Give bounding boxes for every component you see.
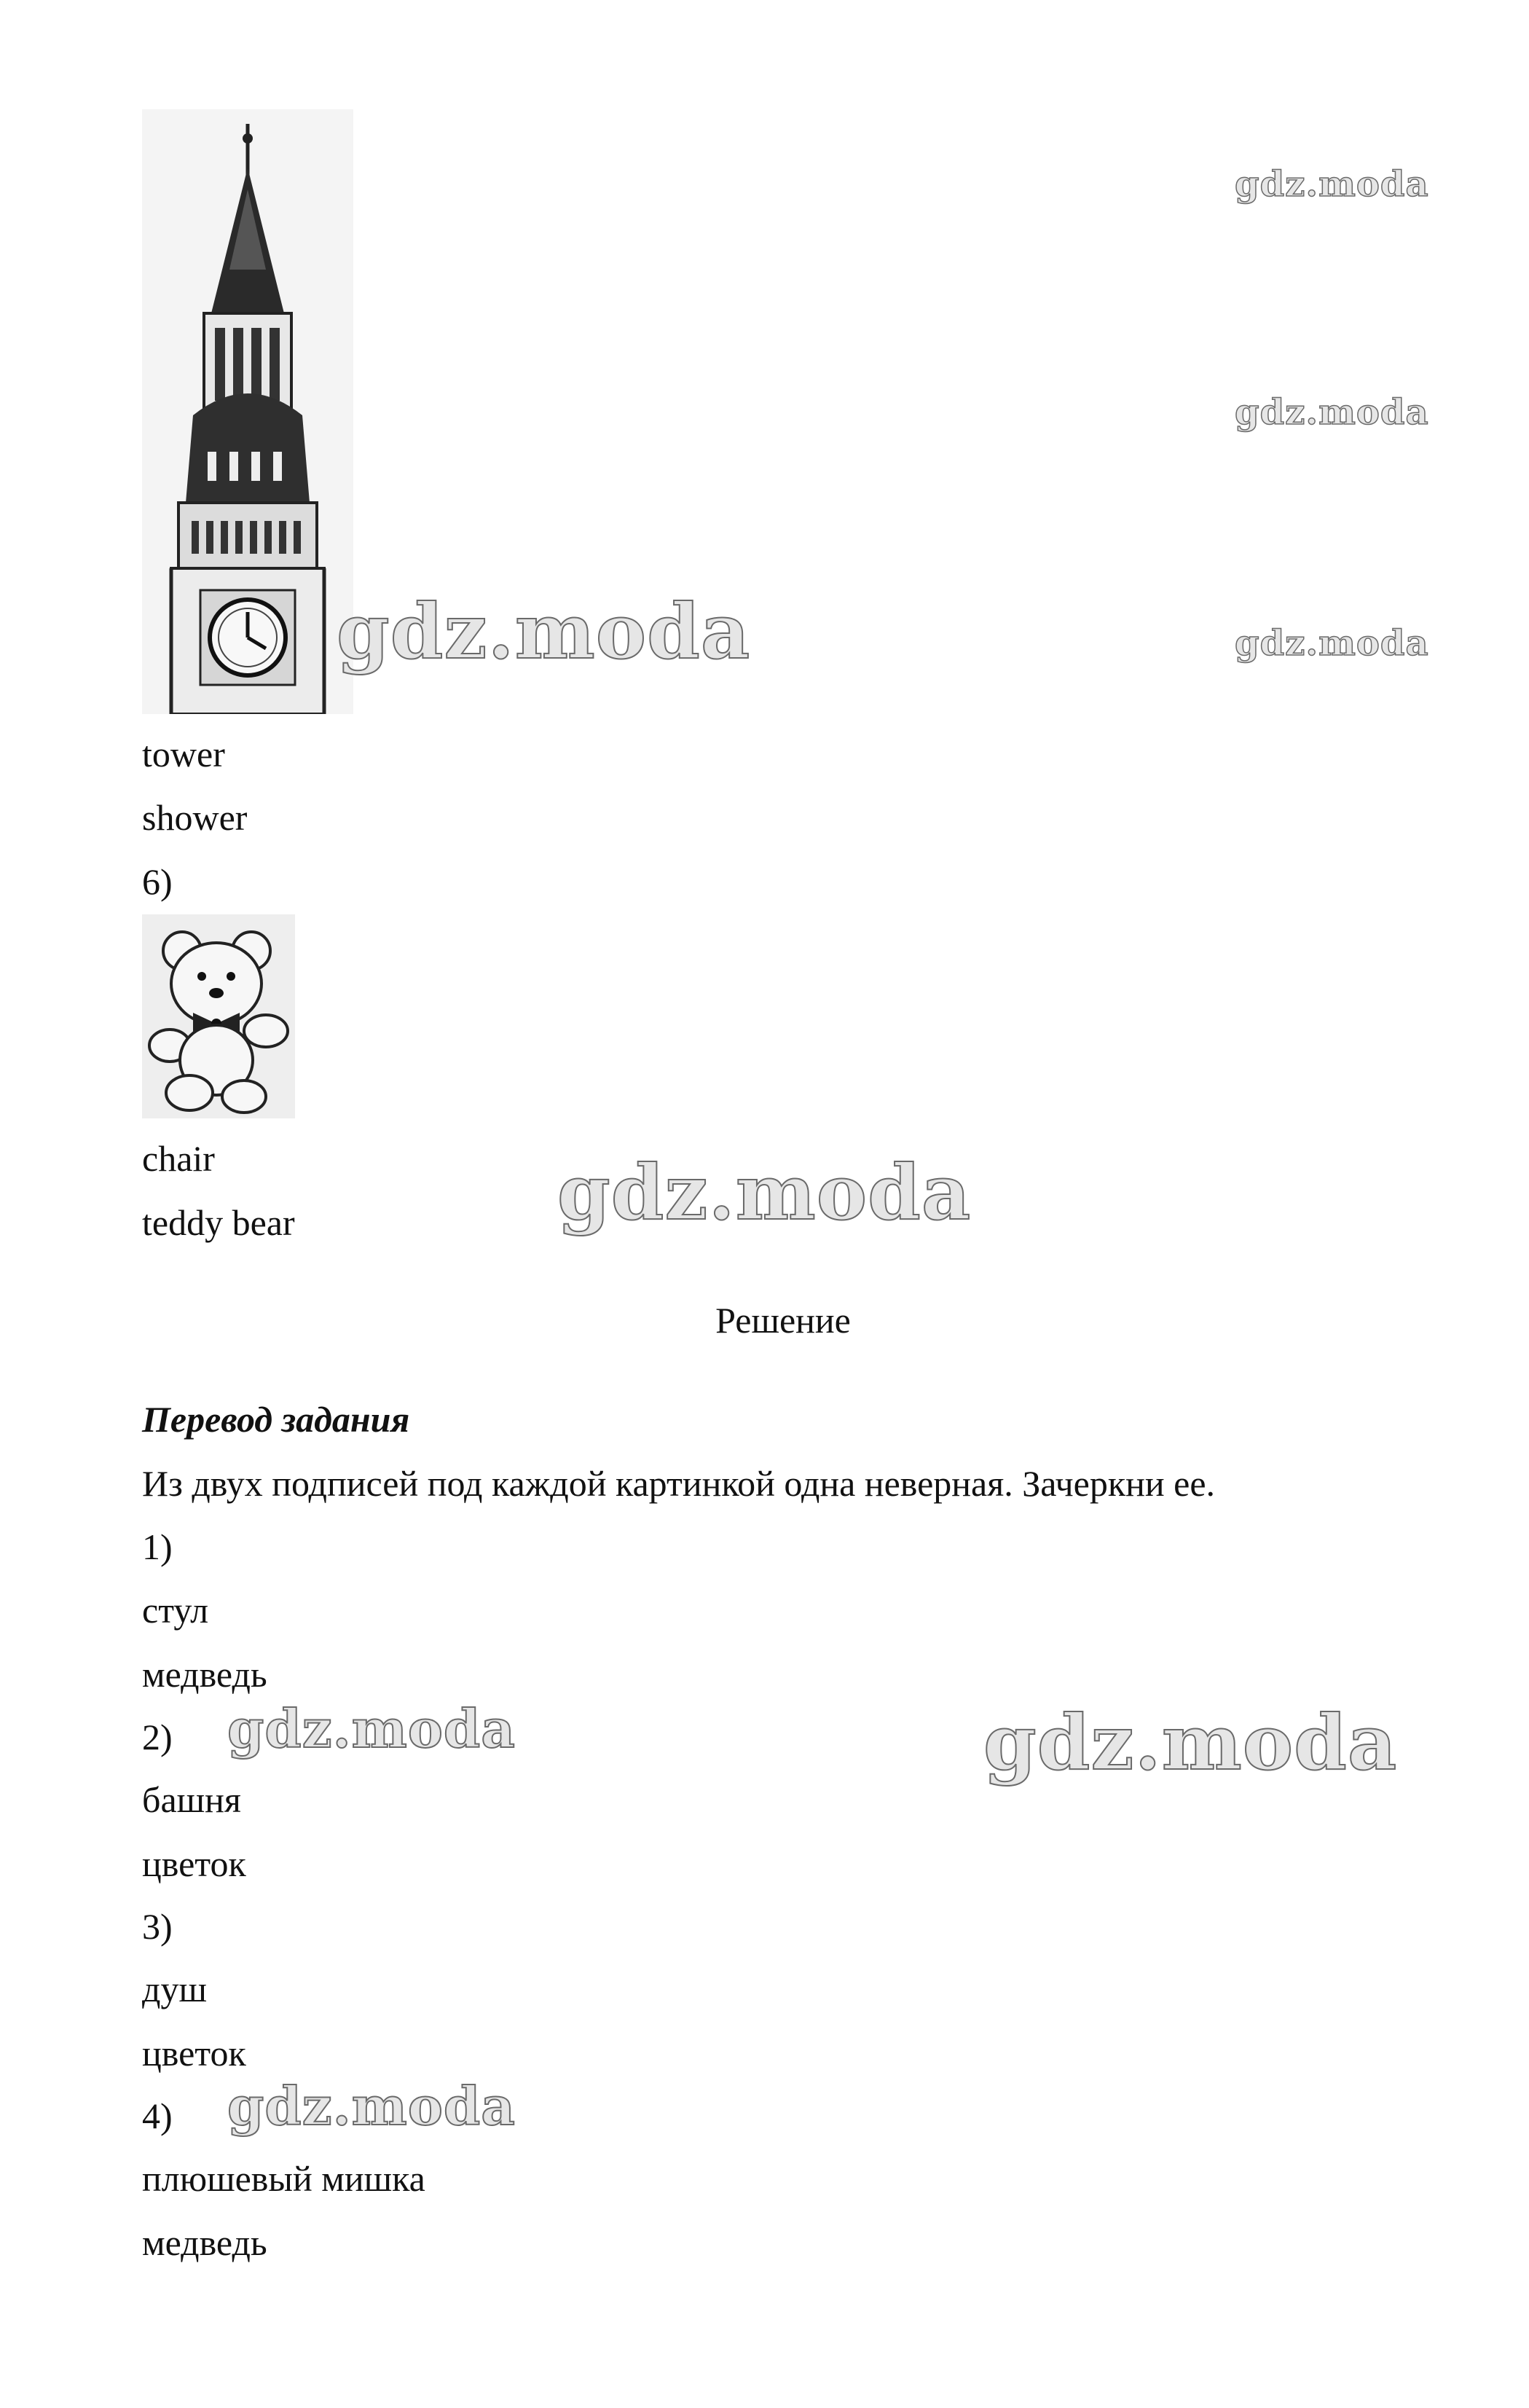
word-shower: shower: [142, 797, 248, 838]
watermark: gdz.moda: [1235, 164, 1429, 205]
translation-heading: Перевод задания: [142, 1399, 410, 1440]
translation-item-number: 1): [142, 1526, 173, 1567]
watermark: gdz.moda: [337, 587, 751, 676]
item-number-6: 6): [142, 861, 173, 902]
translation-item-word: цветок: [142, 2033, 246, 2074]
word-teddy-bear: teddy bear: [142, 1202, 295, 1243]
translation-item-number: 2): [142, 1717, 173, 1757]
solution-heading: Решение: [715, 1300, 851, 1341]
translation-item-word: медведь: [142, 2222, 267, 2263]
watermark: gdz.moda: [557, 1148, 972, 1237]
translation-item-number: 4): [142, 2095, 173, 2136]
watermark: gdz.moda: [983, 1698, 1398, 1787]
translation-item-word: медведь: [142, 1654, 267, 1695]
teddy-bear-icon: [142, 914, 295, 1118]
watermark: gdz.moda: [1235, 623, 1429, 664]
translation-item-word: стул: [142, 1590, 209, 1631]
watermark: gdz.moda: [227, 1698, 516, 1760]
translation-item-word: душ: [142, 1969, 207, 2009]
big-ben-tower-icon: [142, 109, 353, 714]
translation-item-word: плюшевый мишка: [142, 2158, 425, 2199]
translation-item-word: башня: [142, 1779, 241, 1820]
watermark: gdz.moda: [227, 2075, 516, 2137]
watermark: gdz.moda: [1235, 392, 1429, 433]
translation-item-number: 3): [142, 1906, 173, 1947]
word-tower: tower: [142, 734, 225, 774]
translation-item-word: цветок: [142, 1843, 246, 1884]
word-chair: chair: [142, 1138, 215, 1179]
translation-instruction: Из двух подписей под каждой картинкой одна неверная. Зачеркни ее.: [142, 1463, 1216, 1504]
